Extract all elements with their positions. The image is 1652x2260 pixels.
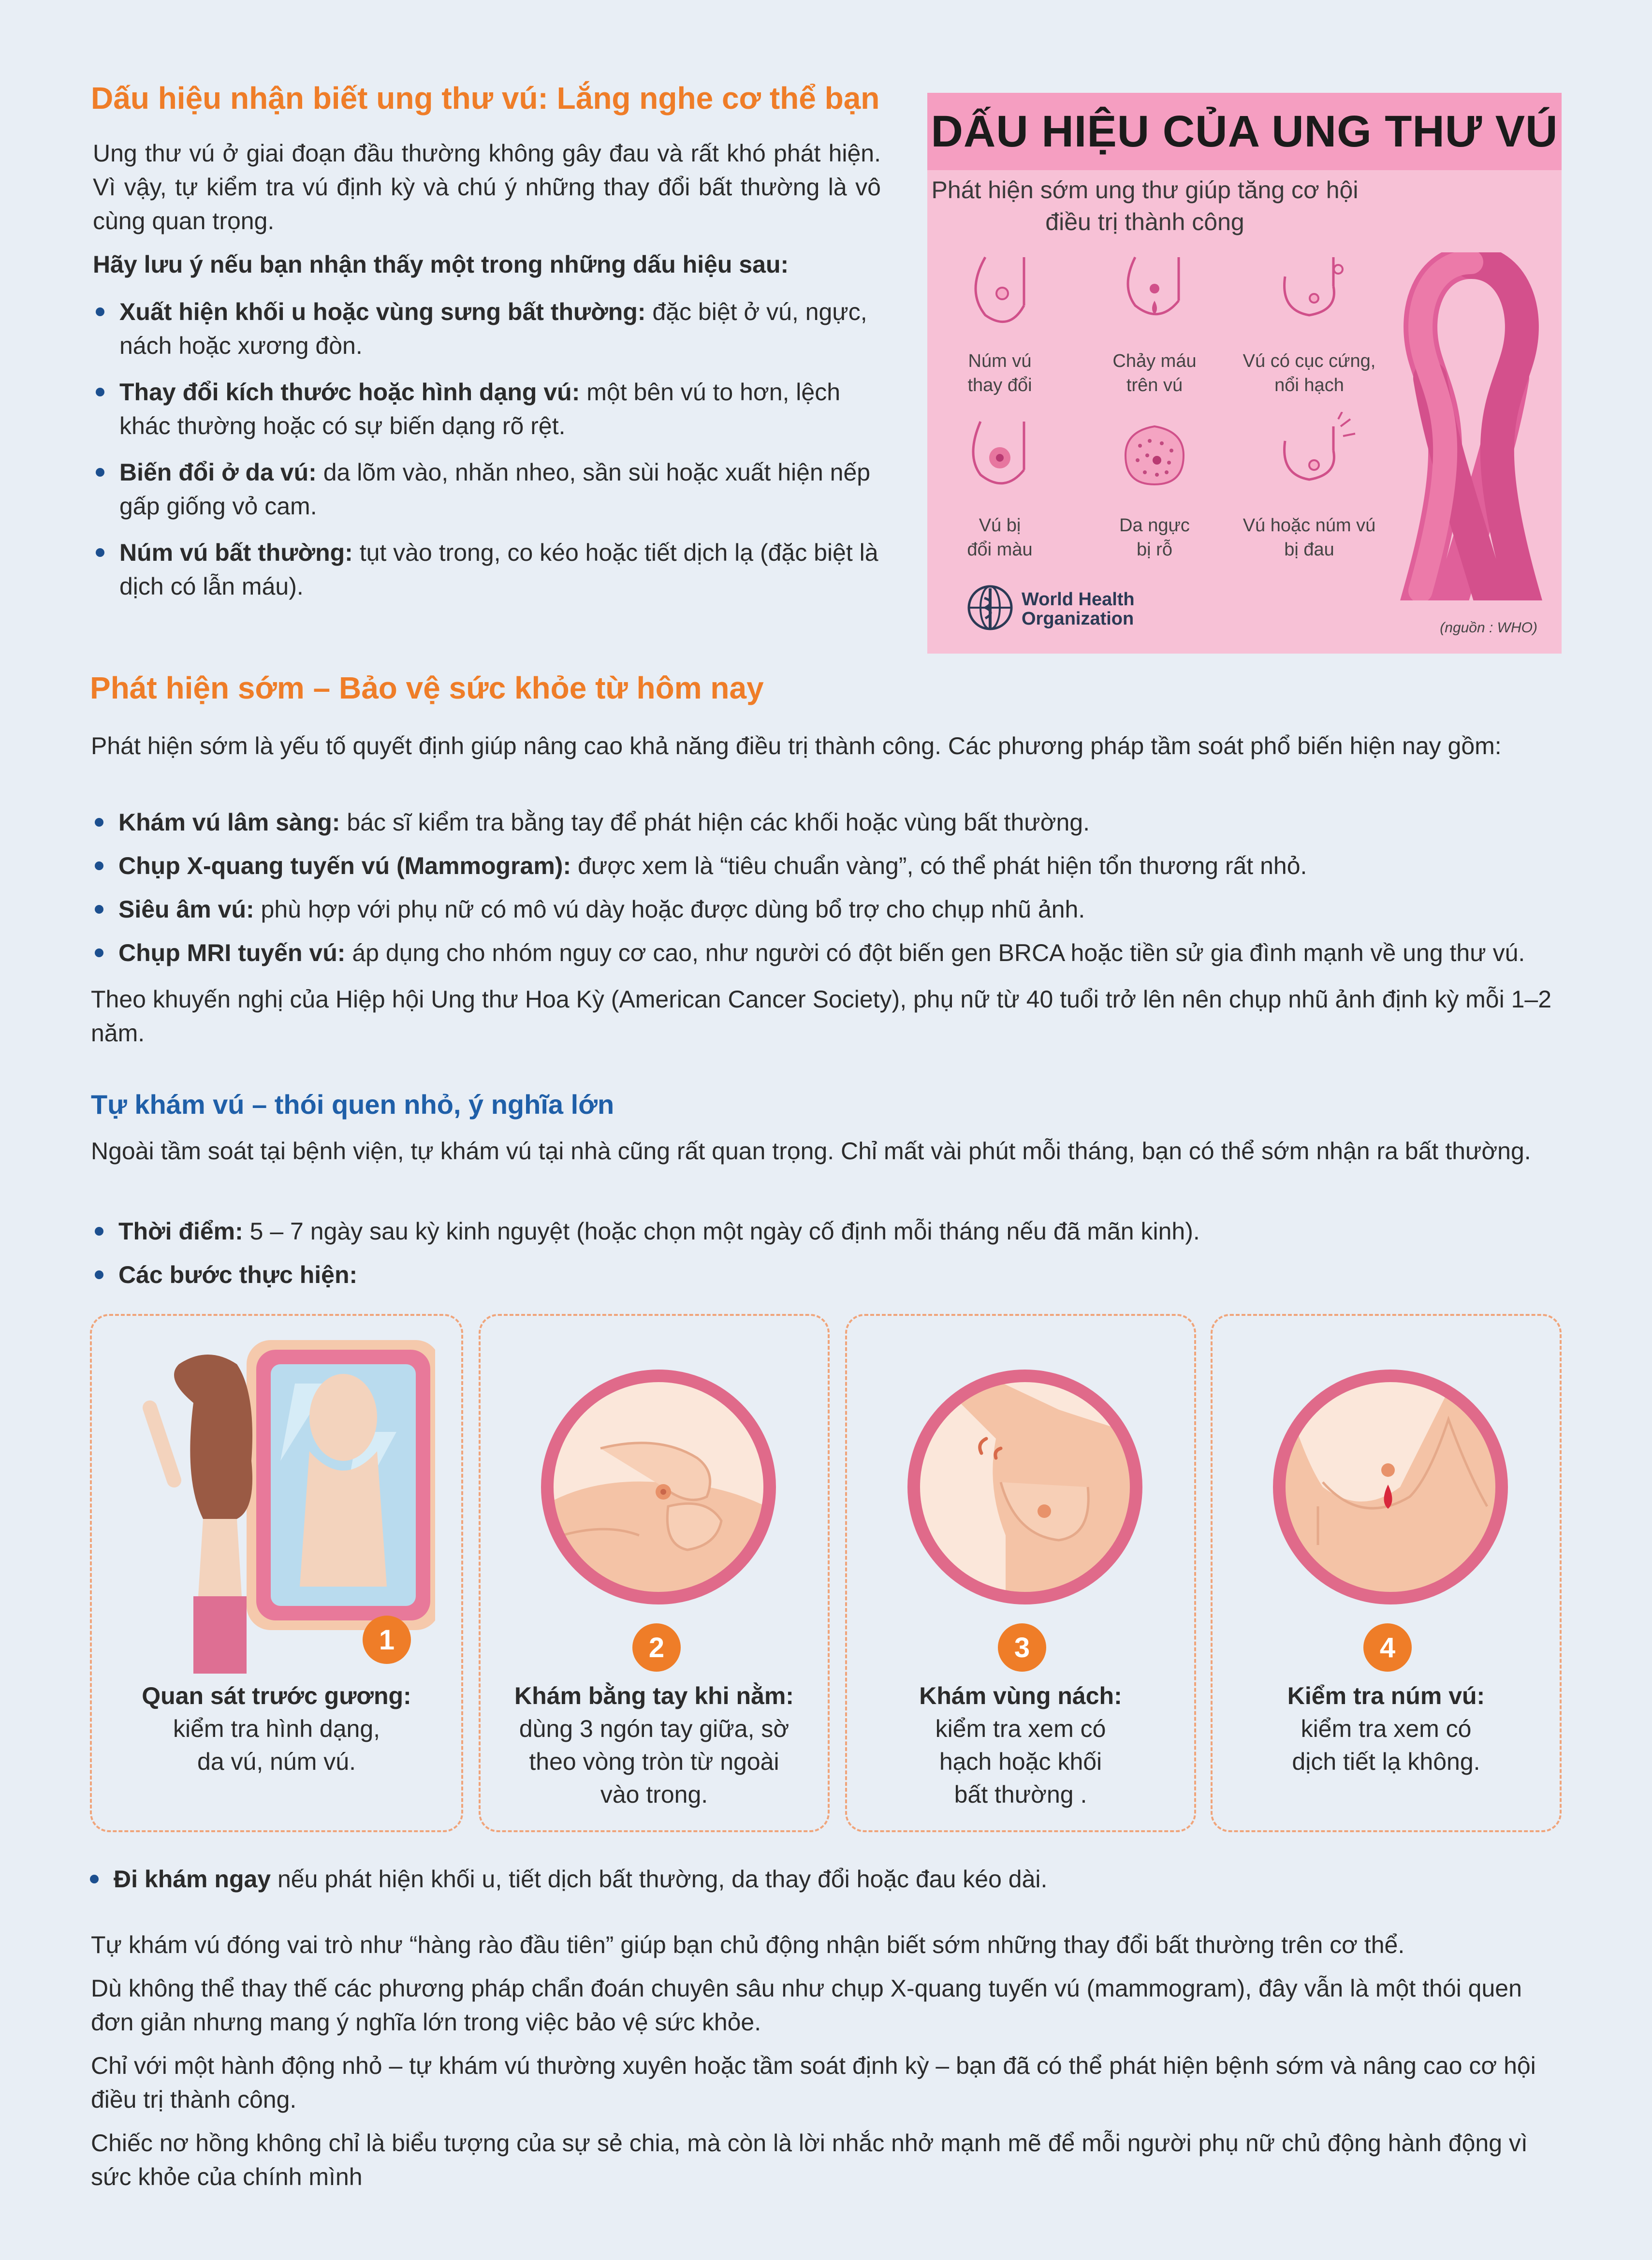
sign-pain: Vú hoặc núm vú bị đau bbox=[1237, 412, 1382, 562]
visit-list bbox=[87, 1862, 1586, 1896]
closing-paragraph: Chiếc nơ hồng không chỉ là biểu tượng của sự sẻ chia, mà còn là lời nhắc nhở mạnh mẽ để mỗi người phụ nữ chủ động hành động vì sức khỏe của chính mình bbox=[91, 2129, 1528, 2190]
pink-ribbon-icon bbox=[1391, 252, 1551, 600]
breast-discoloration-icon bbox=[951, 412, 1048, 509]
armpit-exam-icon bbox=[899, 1361, 1151, 1613]
closing-paragraph: Chỉ với một hành động nhỏ – tự khám vú thường xuyên hoặc tầm soát định kỳ – bạn đã có thể phát hiện bệnh sớm và nâng cao cơ hội điều trị thành công. bbox=[91, 2052, 1536, 2113]
breast-cancer-signs-infographic bbox=[927, 93, 1562, 654]
step-card-1 bbox=[90, 1314, 463, 1832]
list-item: Chụp MRI tuyến vú: áp dụng cho nhóm nguy cơ cao, như người có đột biến gen BRCA hoặc tiền sử gia đình mạnh về ung thư vú. bbox=[92, 936, 1591, 970]
list-item: Thời điểm: 5 – 7 ngày sau kỳ kinh nguyệt (hoặc chọn một ngày cố định mỗi tháng nếu đã mãn kinh). bbox=[92, 1214, 1591, 1248]
signs-list bbox=[93, 295, 886, 603]
section1-intro: Ung thư vú ở giai đoạn đầu thường không gây đau và rất khó phát hiện. Vì vậy, tự kiểm tra vú định kỳ và chú ý những thay đổi bất thường là vô cùng quan trọng. bbox=[93, 140, 881, 234]
step-number-badge: 2 bbox=[632, 1623, 681, 1672]
infographic-header bbox=[927, 93, 1562, 170]
step-description: Khám vùng nách: kiểm tra xem có hạch hoặc khối bất thường . bbox=[919, 1682, 1122, 1808]
lying-exam-icon bbox=[533, 1361, 784, 1613]
nipple-exam-icon bbox=[1265, 1361, 1516, 1613]
step-number-badge: 4 bbox=[1363, 1623, 1412, 1672]
acs-recommendation: Theo khuyến nghị của Hiệp hội Ung thư Hoa Kỳ (American Cancer Society), phụ nữ từ 40 tuổi trở lên nên chụp nhũ ảnh định kỳ mỗi 1–2 năm. bbox=[91, 986, 1552, 1047]
step-card-2 bbox=[479, 1314, 830, 1832]
sign-discoloration: Vú bị đổi màu bbox=[927, 412, 1072, 562]
list-item: Núm vú bất thường: tụt vào trong, co kéo hoặc tiết dịch lạ (đặc biệt là dịch có lẫn máu). bbox=[93, 536, 886, 603]
step-description: Khám bằng tay khi nằm: dùng 3 ngón tay giữa, sờ theo vòng tròn từ ngoài vào trong. bbox=[514, 1682, 794, 1808]
self-exam-list bbox=[92, 1214, 1591, 1292]
closing-paragraphs bbox=[91, 1928, 1570, 2194]
infographic-source: (nguồn : WHO) bbox=[1440, 620, 1537, 636]
section2-heading: Phát hiện sớm – Bảo vệ sức khỏe từ hôm nay bbox=[90, 671, 764, 705]
breast-bleeding-icon bbox=[1106, 248, 1203, 344]
sign-bleeding: Chảy máu trên vú bbox=[1082, 248, 1227, 397]
sign-lump: Vú có cục cứng, nổi hạch bbox=[1237, 248, 1382, 397]
section1-lead: Hãy lưu ý nếu bạn nhận thấy một trong những dấu hiệu sau: bbox=[93, 251, 789, 278]
section2-intro: Phát hiện sớm là yếu tố quyết định giúp nâng cao khả năng điều trị thành công. Các phương pháp tầm soát phổ biến hiện nay gồm: bbox=[91, 732, 1502, 759]
who-logo-icon bbox=[966, 583, 1014, 632]
breast-nipple-change-icon bbox=[951, 248, 1048, 344]
step-card-4 bbox=[1211, 1314, 1562, 1832]
step-description: Kiểm tra núm vú: kiểm tra xem có dịch tiết lạ không. bbox=[1287, 1682, 1485, 1775]
breast-pain-icon bbox=[1261, 412, 1358, 509]
breast-lump-icon bbox=[1261, 248, 1358, 344]
breast-dimpled-skin-icon bbox=[1106, 412, 1203, 509]
infographic-title: DẤU HIỆU CỦA UNG THƯ VÚ bbox=[931, 106, 1558, 156]
section1-heading: Dấu hiệu nhận biết ung thư vú: Lắng nghe cơ thể bạn bbox=[91, 81, 880, 116]
step-card-3 bbox=[845, 1314, 1196, 1832]
step-number-badge: 1 bbox=[363, 1616, 411, 1664]
list-item: Các bước thực hiện: bbox=[92, 1258, 1591, 1292]
section3-heading: Tự khám vú – thói quen nhỏ, ý nghĩa lớn bbox=[91, 1089, 614, 1120]
list-item: Thay đổi kích thước hoặc hình dạng vú: một bên vú to hơn, lệch khác thường hoặc có sự biến dạng rõ rệt. bbox=[93, 375, 886, 443]
step-number-badge: 3 bbox=[998, 1623, 1046, 1672]
infographic-subtitle: Phát hiện sớm ung thư giúp tăng cơ hội điều trị thành công bbox=[931, 176, 1359, 235]
list-item: Đi khám ngay nếu phát hiện khối u, tiết dịch bất thường, da thay đổi hoặc đau kéo dài. bbox=[87, 1862, 1586, 1896]
closing-paragraph: Dù không thể thay thế các phương pháp chẩn đoán chuyên sâu như chụp X-quang tuyến vú (mammogram), đây vẫn là một thói quen đơn giản nhưng mang ý nghĩa lớn trong việc bảo vệ sức khỏe. bbox=[91, 1975, 1522, 2036]
sign-nipple-change: Núm vú thay đổi bbox=[927, 248, 1072, 397]
list-item: Xuất hiện khối u hoặc vùng sưng bất thường: đặc biệt ở vú, ngực, nách hoặc xương đòn. bbox=[93, 295, 886, 363]
who-wordmark: World Health Organization bbox=[1022, 589, 1135, 629]
section3-intro: Ngoài tầm soát tại bệnh viện, tự khám vú tại nhà cũng rất quan trọng. Chỉ mất vài phút mỗi tháng, bạn có thể sớm nhận ra bất thường. bbox=[91, 1137, 1531, 1165]
list-item: Siêu âm vú: phù hợp với phụ nữ có mô vú dày hoặc được dùng bổ trợ cho chụp nhũ ảnh. bbox=[92, 892, 1591, 926]
step-description: Quan sát trước gương: kiểm tra hình dạng, da vú, núm vú. bbox=[142, 1682, 411, 1775]
list-item: Biến đổi ở da vú: da lõm vào, nhăn nheo, sần sùi hoặc xuất hiện nếp gấp giống vỏ cam. bbox=[93, 455, 886, 523]
list-item: Khám vú lâm sàng: bác sĩ kiểm tra bằng tay để phát hiện các khối hoặc vùng bất thường. bbox=[92, 805, 1591, 839]
list-item: Chụp X-quang tuyến vú (Mammogram): được xem là “tiêu chuẩn vàng”, có thể phát hiện tổn thương rất nhỏ. bbox=[92, 849, 1591, 883]
sign-dimpled-skin: Da ngực bị rỗ bbox=[1082, 412, 1227, 562]
screening-methods-list bbox=[92, 805, 1591, 970]
closing-paragraph: Tự khám vú đóng vai trò như “hàng rào đầu tiên” giúp bạn chủ động nhận biết sớm những thay đổi bất thường trên cơ thể. bbox=[91, 1931, 1405, 1958]
